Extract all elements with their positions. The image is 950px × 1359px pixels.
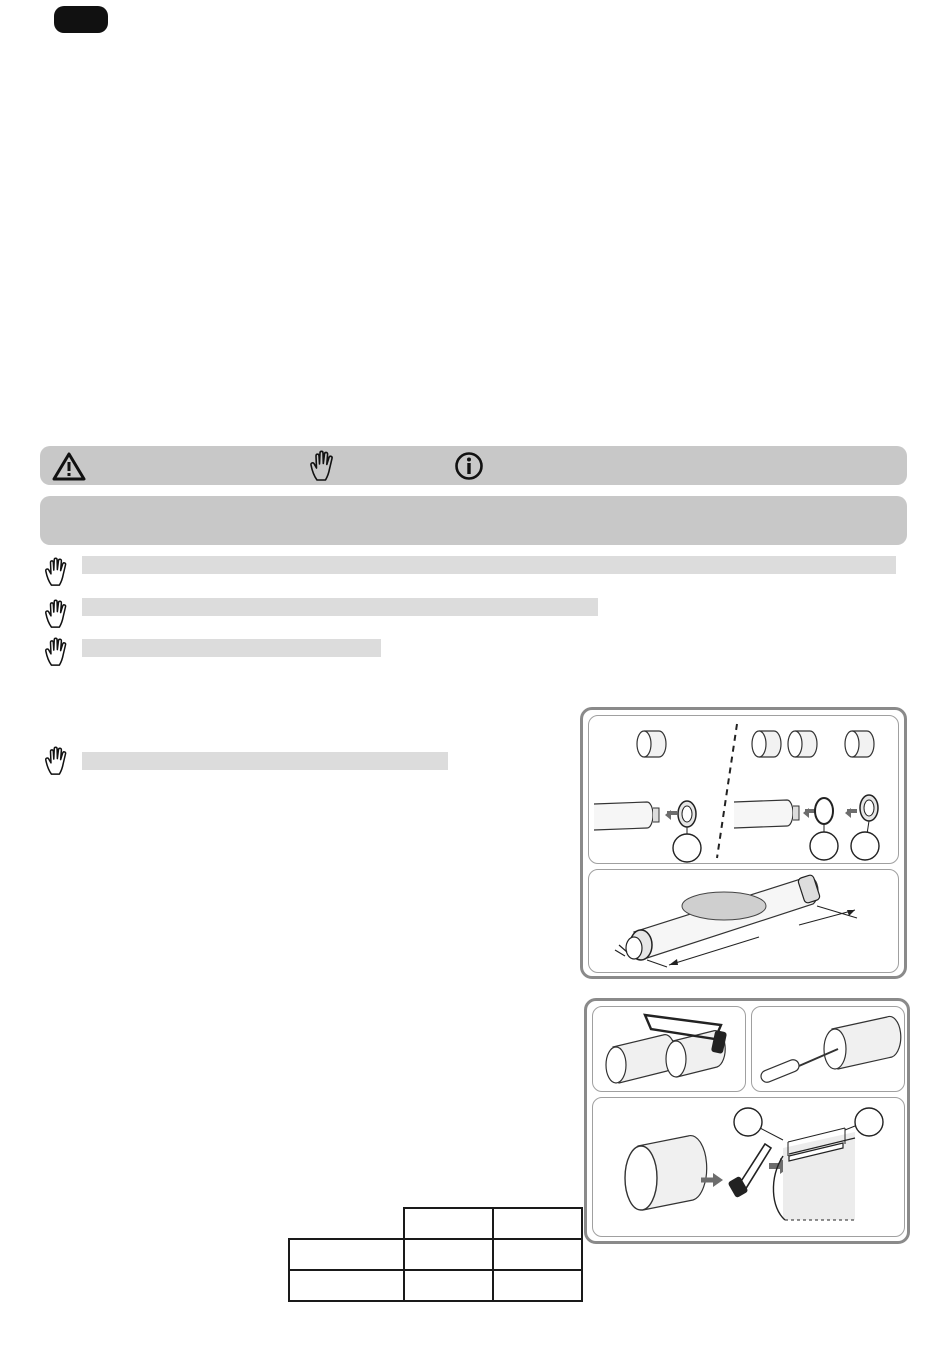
table-row (289, 1270, 582, 1301)
table-header-cell (493, 1208, 582, 1239)
figure-panel-2 (584, 998, 910, 1244)
legend-info (454, 446, 492, 485)
motor-length-illustration (589, 870, 899, 973)
figure-2c (592, 1097, 905, 1237)
table-row-label (289, 1270, 404, 1301)
table-row-label (289, 1239, 404, 1270)
tube-adapter-illustration (589, 716, 899, 864)
figure-2a (592, 1006, 746, 1092)
hand-icon (43, 556, 73, 588)
hand-icon (308, 450, 340, 482)
language-tab (54, 6, 108, 33)
hand-icon (43, 598, 73, 630)
figure-1b (588, 869, 899, 973)
legend-warning (52, 446, 94, 485)
hand-icon (43, 745, 73, 777)
symbol-legend-bar (40, 446, 907, 485)
table-row (289, 1239, 582, 1270)
note-text (82, 752, 448, 770)
note-text (82, 556, 896, 574)
note-text (82, 598, 598, 616)
figure-panel-1 (580, 707, 907, 979)
saw-cut-illustration (593, 1007, 746, 1092)
table-header-cell (404, 1208, 493, 1239)
dimension-table (288, 1207, 583, 1302)
figure-1a (588, 715, 899, 864)
note-text (82, 639, 381, 657)
table-corner (289, 1208, 404, 1239)
table-cell (493, 1270, 582, 1301)
table-cell (493, 1239, 582, 1270)
table-header-row (289, 1208, 582, 1239)
tube-notch-illustration (593, 1098, 905, 1237)
hand-icon (43, 636, 73, 668)
table-cell (404, 1270, 493, 1301)
section-heading (40, 496, 907, 545)
table-cell (404, 1239, 493, 1270)
figure-2b (751, 1006, 905, 1092)
warning-icon (52, 451, 86, 481)
info-icon (454, 451, 484, 481)
legend-hand (308, 446, 348, 485)
deburr-illustration (752, 1007, 905, 1092)
